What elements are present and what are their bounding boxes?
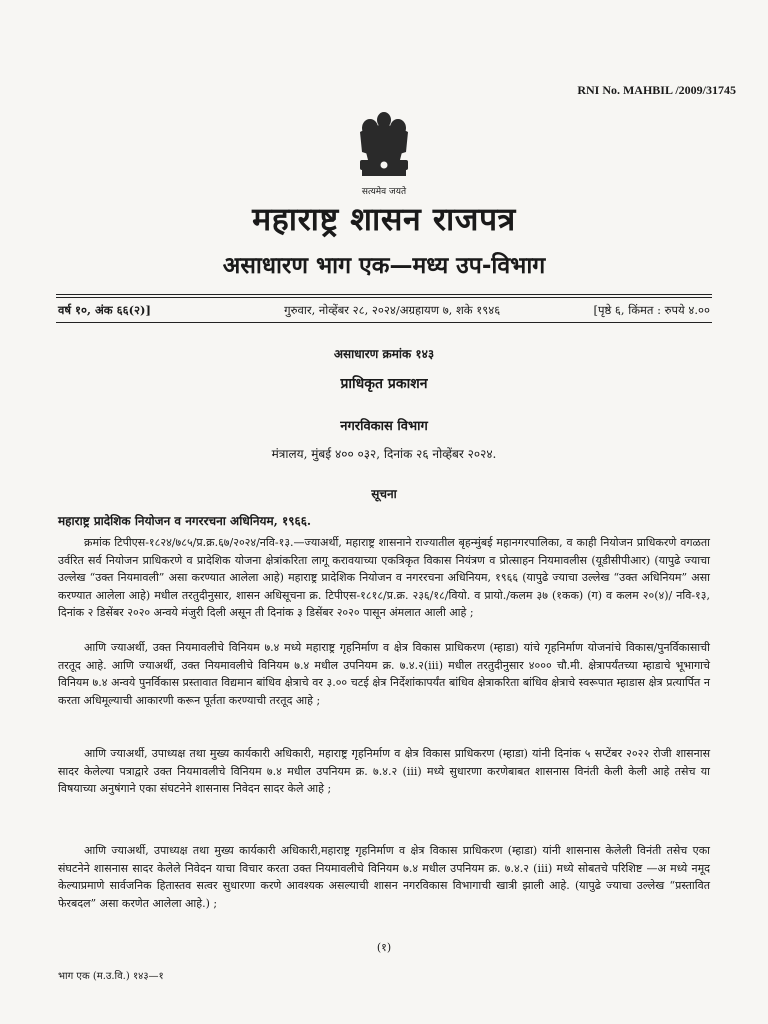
publication-type: प्राधिकृत प्रकाशन	[340, 376, 428, 392]
page-number: (१)	[376, 941, 392, 954]
notice-heading: सूचना	[371, 487, 397, 501]
issue-line	[58, 300, 710, 320]
extraordinary-number: असाधारण क्रमांक १४३	[333, 347, 435, 361]
pages-price: [पृष्ठे ६, किंमत : रुपये ४.००	[593, 302, 710, 317]
paragraph-2: आणि ज्याअर्थी, उक्त नियमावलीचे विनियम ७.४ मध्ये महाराष्ट्र गृहनिर्माण व क्षेत्र विकास प्राधिकरण (म्हाडा) यांचे गृहनिर्माण योजनांचे विकास/पुनर्विकासाची तरतूद आहे. आणि ज्याअर्थी, उक्त नियमावलीचे विनियम ७.४ मधील उपनियम क्र. ७.४.२(iii) मधील तरतुदीनुसार ४००० चौ.मी. क्षेत्रापर्यंतच्या म्हाडाचे भूभागाचे विनियम ७.४ अन्वये पुनर्विकास प्रस्तावात विद्यमान बांधिव क्षेत्राचे वर ३.०० चटई क्षेत्र निर्देशांकापर्यंत बांधिव क्षेत्राकरिता बांधिव क्षेत्राचे स्वरूपात म्हाडास क्षेत्र प्रत्यार्पित न करता अधिमूल्याची आकारणी करून पूर्तता करण्याची तरतूद आहे ;	[58, 641, 710, 707]
department-name: नगरविकास विभाग	[340, 419, 428, 434]
paragraph-1: क्रमांक टिपीएस-१८२४/७८५/प्र.क्र.६७/२०२४/नवि-१३.—ज्याअर्थी, महाराष्ट्र शासनाने राज्यातील बृहन्मुंबई महानगरपालिका, व काही नियोजन प्राधिकरणे वगळता उर्वरित सर्व नियोजन प्राधिकरणे व प्रादेशिक योजना क्षेत्रांकरिता लागू करावयाच्या एकत्रिकृत विकास नियंत्रण व प्रोत्साहन नियमावलीस (यूडीसीपीआर) (यापुढे ज्याचा उल्लेख “उक्त नियमावली” असा करण्यात आलेला आहे) महाराष्ट्र प्रादेशिक नियोजन व नगररचना अधिनियम, १९६६ (यापुढे ज्याचा उल्लेख “उक्त अधिनियम” असा करण्यात आलेला आहे) मधील तरतुदीनुसार, शासन अधिसूचना क्र. टिपीएस-१८१८/प्र.क्र. २३६/१८/वियो. व प्रायो./कलम ३७ (१कक) (ग) व कलम २०(४)/ नवि-१३, दिनांक २ डिसेंबर २०२० अन्वये मंजुरी दिली असून ती दिनांक ३ डिसेंबर २०२० पासून अंमलात आली आहे ;	[58, 536, 710, 619]
header-rule-top	[56, 294, 712, 295]
paragraph-4: आणि ज्याअर्थी, उपाध्यक्ष तथा मुख्य कार्यकारी अधिकारी,महाराष्ट्र गृहनिर्माण व क्षेत्र विकास प्राधिकरण (म्हाडा) यांनी शासनास केलेली विनंती तसेच एका संघटनेने शासनास सादर केलेले निवेदन याचा विचार करता उक्त नियमावलीचे विनियम ७.४ मधील उपनियम क्र. ७.४.२ (iii) मध्ये सोबतचे परिशिष्ट —अ मध्ये नमूद केल्याप्रमाणे सार्वजनिक हितास्तव सत्वर सुधारणा करणे आवश्यक असल्याची शासन नगरविकास विभागाची खात्री झाली आहे. (यापुढे ज्याचा उल्लेख “प्रस्तावित फेरबदल” असा करणेत आलेला आहे.) ;	[58, 844, 710, 910]
gazette-title: महाराष्ट्र शासन राजपत्र	[252, 200, 516, 238]
header-rule-top-double	[56, 297, 712, 298]
place-date: मंत्रालय, मुंबई ४०० ०३२, दिनांक २६ नोव्हेंबर २०२४.	[271, 447, 497, 461]
gazette-subtitle: असाधारण भाग एक—मध्य उप-विभाग	[222, 253, 546, 279]
rni-number: RNI No. MAHBIL /2009/31745	[577, 83, 736, 97]
paragraph-3: आणि ज्याअर्थी, उपाध्यक्ष तथा मुख्य कार्यकारी अधिकारी, महाराष्ट्र गृहनिर्माण व क्षेत्र विकास प्राधिकरण (म्हाडा) यांनी दिनांक ५ सप्टेंबर २०२२ रोजी शासनास सादर केलेल्या पत्राद्वारे उक्त नियमावलीचे विनियम ७.४ मधील उपनियम क्र. ७.४.२ (iii) मध्ये सुधारणा करणेबाबत शासनास विनंती केली केली आहे तसेच या विषयाच्या अनुषंगाने एका संघटनेने शासनास निवेदन सादर केले आहे ;	[58, 747, 710, 795]
issue-date: गुरुवार, नोव्हेंबर २८, २०२४/अग्रहायण ७, शके १९४६	[284, 302, 501, 317]
volume-number: वर्ष १०, अंक ६६(२)]	[58, 302, 151, 317]
act-title: महाराष्ट्र प्रादेशिक नियोजन व नगररचना अधिनियम, १९६६.	[58, 514, 312, 528]
header-rule-bottom	[56, 322, 712, 323]
footer-code: भाग एक (म.उ.वि.) १४३—१	[58, 971, 164, 982]
national-motto: सत्यमेव जयते	[361, 187, 407, 197]
